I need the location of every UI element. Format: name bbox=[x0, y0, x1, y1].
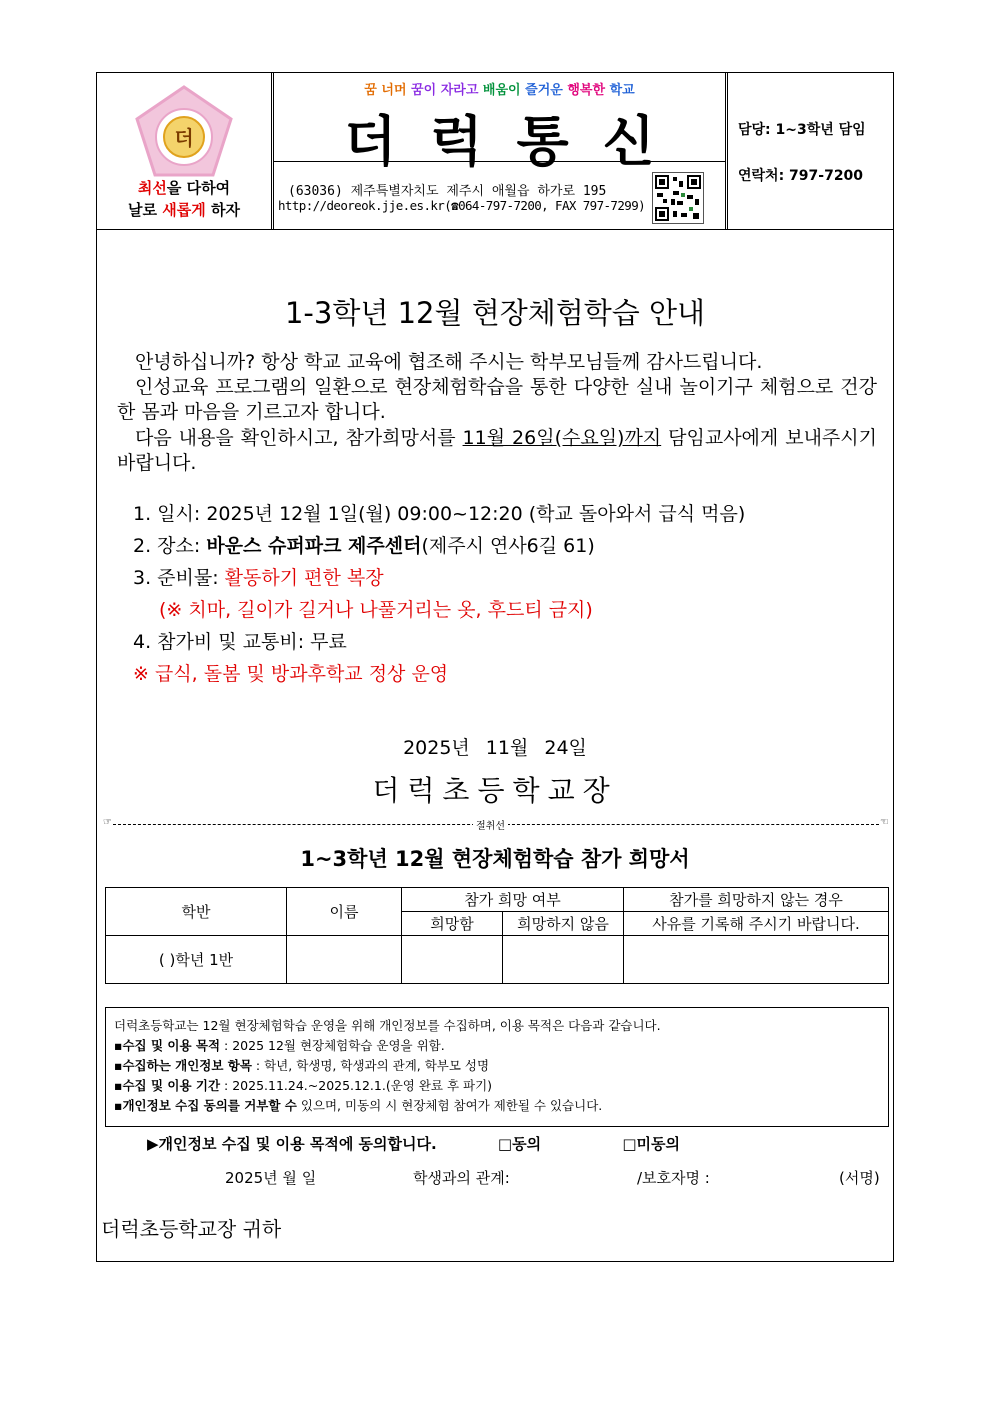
consent-row bbox=[147, 1133, 680, 1154]
qr-code-icon[interactable] bbox=[652, 172, 704, 224]
motto-rest-1: 을 다하여 bbox=[166, 179, 231, 197]
form-name-cell[interactable] bbox=[287, 936, 402, 984]
slogan-word: 자라고 bbox=[440, 83, 479, 98]
notice-paragraph-2: 인성교육 프로그램의 일환으로 현장체험학습을 통한 다양한 실내 놀이기구 체험으로 건강한 몸과 마음을 기르고자 합니다. bbox=[117, 376, 877, 423]
item-place bbox=[133, 531, 595, 558]
operation-note: ※ 급식, 돌봄 및 방과후학교 정상 운영 bbox=[133, 663, 449, 685]
form-yes-cell[interactable] bbox=[402, 936, 503, 984]
privacy-label: ▪수집 및 이용 목적 bbox=[114, 1038, 221, 1053]
item-place-address: (제주시 연사6길 61) bbox=[421, 535, 595, 557]
para3-text-a: 다음 내용을 확인하시고, 참가희망서를 bbox=[135, 427, 463, 449]
form-class-cell[interactable]: ( )학년 1반 bbox=[106, 936, 287, 984]
col-participation-header: 참가 희망 여부 bbox=[402, 888, 624, 912]
item-supplies-label: 3. 준비물: bbox=[133, 567, 225, 589]
slogan-word: 행복한 bbox=[567, 83, 606, 98]
cut-line bbox=[103, 817, 889, 833]
para3-text-b: 담임교사에게 보내주시기 바랍니다. bbox=[117, 427, 877, 474]
disagree-checkbox[interactable]: □미동의 bbox=[622, 1135, 680, 1153]
col-name-header: 이름 bbox=[287, 888, 402, 936]
motto-word-best: 최선 bbox=[137, 179, 167, 197]
slogan-word: 꿈 bbox=[364, 83, 377, 98]
school-web-phone[interactable]: http://deoreok.jje.es.kr(☎064-797-7200, FAX 797-7299) bbox=[278, 198, 646, 213]
slogan-word: 꿈이 bbox=[411, 83, 437, 98]
slogan-word: 너머 bbox=[381, 83, 407, 98]
participation-form-table bbox=[105, 887, 889, 984]
item-fee: 4. 참가비 및 교통비: 무료 bbox=[133, 631, 347, 653]
item-schedule: 1. 일시: 2025년 12월 1일(월) 09:00~12:20 (학교 돌아와서 급식 먹음) bbox=[133, 503, 746, 525]
address-box bbox=[274, 161, 725, 230]
col-reason-header-2: 사유를 기록해 주시기 바랍니다. bbox=[624, 912, 889, 936]
form-title: 1~3학년 12월 현장체험학습 참가 희망서 bbox=[300, 847, 690, 871]
document-frame bbox=[96, 72, 894, 1262]
signature-date[interactable]: 2025년 월 일 bbox=[225, 1169, 317, 1187]
privacy-line-purpose bbox=[114, 1036, 880, 1056]
privacy-notice-box bbox=[105, 1007, 889, 1127]
privacy-line-items bbox=[114, 1056, 880, 1076]
privacy-text: 있으며, 미동의 시 현장체험 참여가 제한될 수 있습니다. bbox=[296, 1098, 603, 1113]
school-address: (63036) 제주특별자치도 제주시 애월읍 하가로 195 bbox=[288, 184, 607, 199]
header-center-cell bbox=[271, 73, 728, 229]
contact-phone: 연락처: 797-7200 bbox=[738, 168, 864, 184]
notice-paragraph-3 bbox=[117, 426, 877, 476]
notice-title: 1-3학년 12월 현장체험학습 안내 bbox=[284, 296, 706, 330]
col-no-header: 희망하지 않음 bbox=[503, 912, 624, 936]
item-place-name: 바운스 슈퍼파크 제주센터 bbox=[206, 535, 422, 557]
col-reason-header-1: 참가를 희망하지 않는 경우 bbox=[624, 888, 889, 912]
motto-word-daily: 날로 bbox=[128, 201, 163, 219]
notice-date: 2025년 11월 24일 bbox=[403, 737, 587, 759]
privacy-text: : 2025.11.24.~2025.12.1.(운영 완료 후 파기) bbox=[220, 1078, 493, 1093]
deadline-text: 11월 26일(수요일)까지 bbox=[462, 427, 662, 449]
form-no-cell[interactable] bbox=[503, 936, 624, 984]
privacy-line-refusal bbox=[114, 1096, 880, 1116]
privacy-text: : 2025 12월 현장체험학습 운영을 위함. bbox=[220, 1038, 445, 1053]
item-place-label: 2. 장소: bbox=[133, 535, 207, 557]
agree-checkbox[interactable]: □동의 bbox=[497, 1135, 542, 1153]
scissors-right-icon: ☜ bbox=[880, 817, 889, 828]
newsletter-masthead: 더럭통신 bbox=[344, 109, 689, 173]
school-slogan bbox=[274, 79, 725, 98]
privacy-intro: 더럭초등학교는 12월 현장체험학습 운영을 위해 개인정보를 수집하며, 이용 목적은 다음과 같습니다. bbox=[114, 1018, 661, 1033]
contact-person: 담당: 1~3학년 담임 bbox=[738, 122, 866, 138]
item-supplies-note: (※ 치마, 길이가 길거나 나풀거리는 옷, 후드티 금지) bbox=[159, 599, 593, 621]
notice-paragraph-1: 안녕하십니까? 항상 학교 교육에 협조해 주시는 학부모님들께 감사드립니다. bbox=[135, 351, 763, 373]
privacy-label: ▪수집 및 이용 기간 bbox=[114, 1078, 221, 1093]
signature-sign[interactable]: (서명) bbox=[839, 1169, 880, 1187]
slogan-word: 즐거운 bbox=[525, 83, 563, 98]
slogan-word: 배움이 bbox=[482, 83, 521, 98]
item-supplies bbox=[133, 563, 384, 590]
privacy-label: ▪수집하는 개인정보 항목 bbox=[114, 1058, 252, 1073]
consent-statement: ▶개인정보 수집 및 이용 목적에 동의합니다. bbox=[147, 1135, 437, 1153]
privacy-label: ▪개인정보 수집 동의를 거부할 수 bbox=[114, 1098, 297, 1113]
header-left-cell bbox=[97, 73, 271, 229]
col-class-header: 학반 bbox=[106, 888, 287, 936]
addressee: 더럭초등학교장 귀하 bbox=[101, 1217, 282, 1241]
motto-rest-2: 하자 bbox=[205, 201, 240, 219]
signature-guardian[interactable]: /보호자명 : bbox=[637, 1169, 710, 1187]
principal-name: 더럭초등학교장 bbox=[372, 774, 618, 807]
item-supplies-value: 활동하기 편한 복장 bbox=[224, 567, 384, 589]
privacy-text: : 학년, 학생명, 학생과의 관계, 학부모 성명 bbox=[251, 1058, 490, 1073]
header-right-cell bbox=[728, 73, 895, 229]
motto-line-2 bbox=[97, 199, 271, 220]
privacy-line-period bbox=[114, 1076, 880, 1096]
slogan-word: 학교 bbox=[609, 83, 635, 98]
newsletter-header bbox=[97, 73, 893, 230]
form-reason-cell[interactable] bbox=[624, 936, 889, 984]
emblem-glyph: 더 bbox=[174, 126, 194, 150]
motto-word-new: 새롭게 bbox=[162, 201, 206, 219]
col-yes-header: 희망함 bbox=[402, 912, 503, 936]
signature-relation[interactable]: 학생과의 관계: bbox=[413, 1169, 510, 1187]
motto-line-1 bbox=[97, 177, 271, 198]
cut-line-label: 절취선 bbox=[473, 817, 508, 832]
school-emblem-icon bbox=[131, 85, 237, 179]
scissors-left-icon: ☞ bbox=[103, 817, 112, 828]
